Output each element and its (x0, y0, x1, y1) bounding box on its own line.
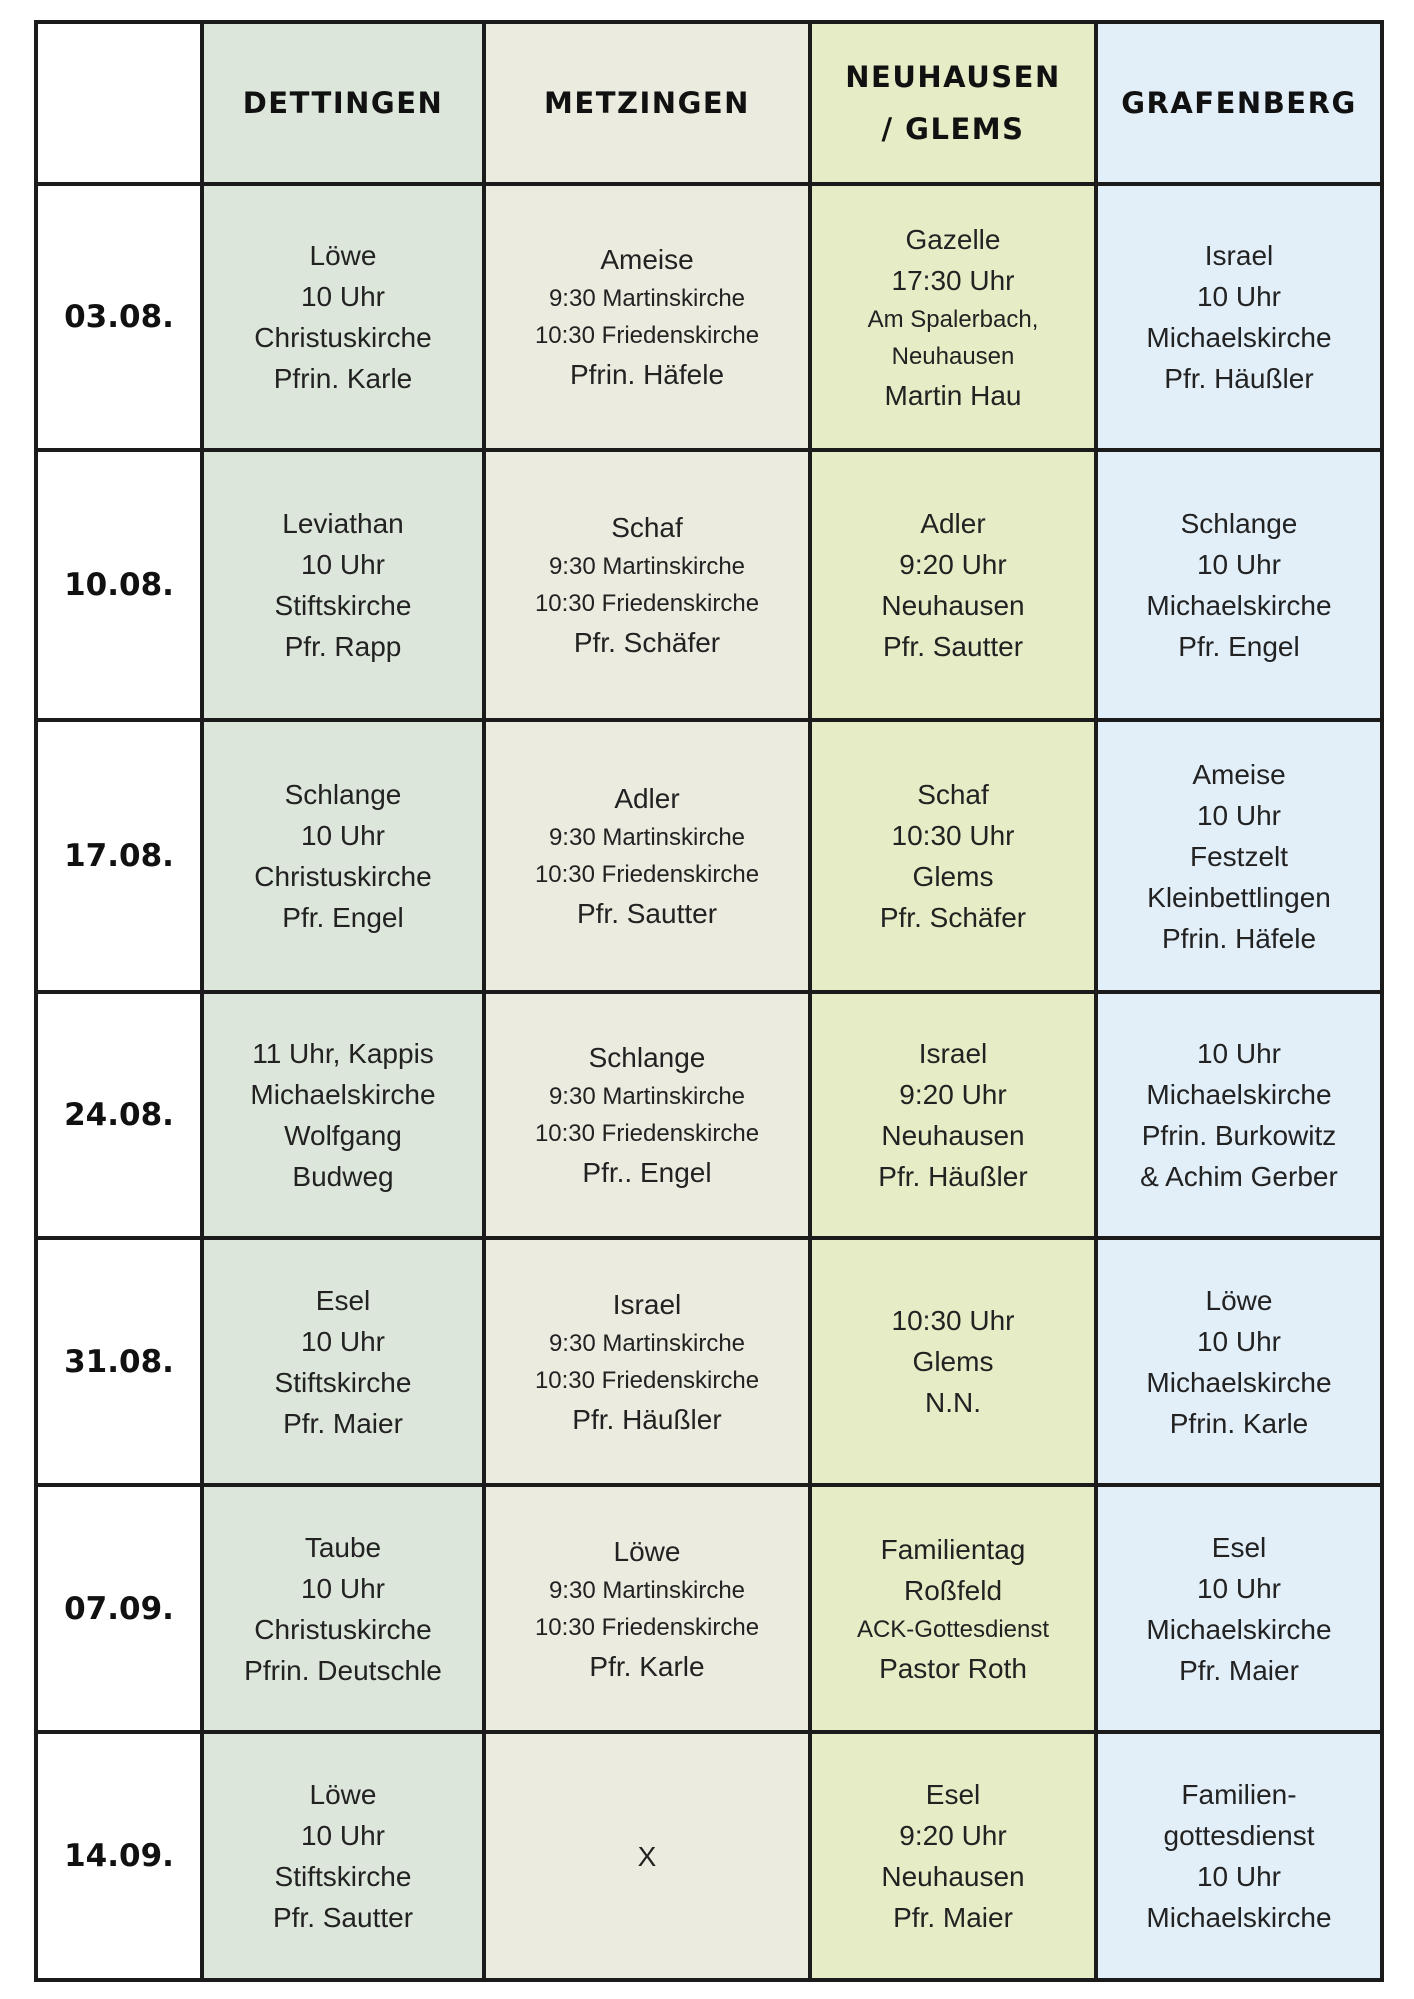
service-line: 10 Uhr (1196, 281, 1282, 312)
service-details (816, 219, 1090, 416)
service-line: 10:30 Uhr (891, 1305, 1015, 1336)
service-line: Israel (1204, 240, 1274, 271)
service-details (1102, 1280, 1376, 1444)
service-details (1102, 1774, 1376, 1938)
service-line: ACK-Gottesdienst (856, 1615, 1050, 1643)
service-line: 10 Uhr (300, 820, 386, 851)
service-line: N.N. (925, 1387, 981, 1418)
service-line: Pfr. Schäfer (573, 627, 721, 658)
service-line: Pfr. Maier (283, 1407, 403, 1439)
service-line: 10 Uhr (300, 1820, 386, 1851)
service-line: Löwe (1205, 1284, 1273, 1316)
neuhausen-service-cell (810, 184, 1096, 450)
service-line: Christuskirche (254, 1613, 432, 1645)
service-line: gottesdienst (1163, 1820, 1315, 1851)
service-line: Löwe (613, 1535, 681, 1567)
grafenberg-service-cell (1096, 992, 1382, 1238)
service-line: Taube (304, 1531, 382, 1563)
neuhausen-service-cell (810, 1238, 1096, 1485)
service-line: 9:30 Martinskirche (548, 824, 746, 851)
service-line: Pfr. Engel (282, 902, 404, 933)
service-details (208, 774, 478, 938)
neuhausen-service-cell (810, 1485, 1096, 1732)
metzingen-service-cell (484, 720, 810, 992)
service-details (208, 1280, 478, 1444)
service-line: Neuhausen (881, 590, 1025, 621)
service-line: 10 Uhr (1196, 1861, 1282, 1892)
service-line: Adler (920, 508, 986, 539)
service-line: 10 Uhr (300, 281, 386, 312)
service-line: 10:30 Friedenskirche (534, 1120, 760, 1147)
service-line: 9:30 Martinskirche (548, 1576, 746, 1604)
service-line: Pfr. Häußler (572, 1403, 722, 1435)
service-line: & Achim Gerber (1140, 1161, 1338, 1192)
table-row (36, 1485, 1382, 1732)
service-line: Familien- (1181, 1779, 1297, 1810)
dettingen-service-cell (202, 1485, 484, 1732)
service-line: Festzelt (1189, 840, 1289, 872)
dettingen-service-cell (202, 184, 484, 450)
metzingen-service-cell (484, 1238, 810, 1485)
grafenberg-service-cell (1096, 184, 1382, 450)
service-line: 10 Uhr (300, 549, 386, 580)
service-line: Esel (315, 1284, 371, 1316)
service-line: Martin Hau (884, 379, 1022, 411)
service-line: 11 Uhr, Kappis (252, 1038, 434, 1069)
service-line: Ameise (600, 244, 694, 275)
service-line: 10 Uhr (1196, 1038, 1282, 1069)
grafenberg-service-cell (1096, 720, 1382, 992)
service-details (816, 503, 1090, 667)
neuhausen-service-cell (810, 720, 1096, 992)
service-line: Pfrin. Burkowitz (1141, 1120, 1337, 1151)
header-date (36, 22, 202, 184)
service-details (1102, 754, 1376, 959)
service-line: Esel (925, 1779, 981, 1810)
service-line: Pfr. Sautter (272, 1902, 414, 1933)
service-line: Michaelskirche (1146, 1366, 1332, 1398)
service-line: Schlange (284, 779, 402, 810)
service-details (816, 1529, 1090, 1689)
table-row (36, 720, 1382, 992)
service-line: 9:30 Martinskirche (548, 285, 746, 312)
table-row (36, 992, 1382, 1238)
date-cell: 03.08. (36, 184, 202, 450)
service-line: Pfrin. Häfele (1161, 922, 1317, 954)
dettingen-service-cell (202, 1238, 484, 1485)
service-details (490, 507, 804, 663)
service-line: Michaelskirche (1146, 590, 1332, 621)
table-row (36, 184, 1382, 450)
service-schedule-table (34, 20, 1384, 1982)
service-line: Pfrin. Häfele (569, 359, 725, 390)
service-details (208, 1774, 478, 1938)
service-line: 9:30 Martinskirche (548, 1083, 746, 1110)
service-line: 10:30 Friedenskirche (534, 590, 760, 617)
header-row (36, 22, 1382, 184)
service-line: 9:30 Martinskirche (548, 1329, 746, 1357)
service-line: 10:30 Friedenskirche (534, 1366, 760, 1394)
service-line: 9:30 Martinskirche (548, 553, 746, 580)
service-line: Israel (612, 1288, 682, 1320)
metzingen-service-cell (484, 1485, 810, 1732)
service-line: Adler (614, 783, 680, 814)
service-details (490, 1836, 804, 1877)
metzingen-service-cell (484, 1732, 810, 1980)
header-neuhausen-line1: NEUHAUSEN (845, 60, 1061, 94)
service-line: 9:20 Uhr (899, 1820, 1007, 1851)
grafenberg-service-cell (1096, 1238, 1382, 1485)
grafenberg-service-cell (1096, 1485, 1382, 1732)
service-line: Michaelskirche (250, 1079, 436, 1110)
service-line: Löwe (309, 1779, 377, 1810)
service-line: Am Spalerbach, (867, 305, 1039, 333)
service-line: Michaelskirche (1146, 1613, 1332, 1645)
service-line: Pfr.. Engel (582, 1157, 712, 1188)
header-grafenberg: GRAFENBERG (1096, 22, 1382, 184)
service-line: Stiftskirche (274, 590, 412, 621)
service-line: Schlange (588, 1042, 706, 1073)
header-metzingen: METZINGEN (484, 22, 810, 184)
service-line: Neuhausen (881, 1120, 1025, 1151)
service-line: Pfr. Häußler (1164, 363, 1314, 394)
grafenberg-service-cell (1096, 1732, 1382, 1980)
service-line: 10:30 Uhr (891, 820, 1015, 851)
service-line: Pfr. Maier (1179, 1654, 1299, 1686)
service-line: Pfr. Maier (893, 1902, 1013, 1933)
service-details (1102, 503, 1376, 667)
service-details (208, 235, 478, 399)
service-line: Leviathan (282, 508, 404, 539)
service-line: Familientag (880, 1533, 1026, 1565)
service-line: Glems (912, 861, 994, 892)
service-line: Kleinbettlingen (1147, 881, 1331, 913)
service-details (816, 774, 1090, 938)
service-details (208, 1033, 478, 1197)
service-details (1102, 235, 1376, 399)
service-line: Israel (918, 1038, 988, 1069)
service-line: Stiftskirche (274, 1366, 412, 1398)
service-line: Pfr. Häußler (878, 1161, 1028, 1192)
metzingen-service-cell (484, 450, 810, 720)
service-line: X (637, 1840, 657, 1872)
service-line: Schaf (611, 512, 683, 543)
service-line: 10:30 Friedenskirche (534, 861, 760, 888)
service-line: Glems (912, 1346, 994, 1377)
service-line: 9:20 Uhr (899, 549, 1007, 580)
metzingen-service-cell (484, 992, 810, 1238)
table-row (36, 1238, 1382, 1485)
date-cell: 07.09. (36, 1485, 202, 1732)
service-details (490, 239, 804, 395)
date-cell: 17.08. (36, 720, 202, 992)
service-details (490, 1531, 804, 1687)
dettingen-service-cell (202, 720, 484, 992)
neuhausen-service-cell (810, 1732, 1096, 1980)
header-neuhausen-line2: / GLEMS (881, 112, 1025, 146)
service-line: Pfr. Sautter (576, 898, 718, 929)
service-line: Pfr. Schäfer (879, 902, 1027, 933)
service-line: Michaelskirche (1146, 1902, 1332, 1933)
service-details (490, 778, 804, 934)
service-line: Roßfeld (903, 1574, 1003, 1606)
dettingen-service-cell (202, 992, 484, 1238)
service-line: 9:20 Uhr (899, 1079, 1007, 1110)
service-line: Neuhausen (891, 342, 1015, 370)
service-line: Pfrin. Deutschle (244, 1654, 442, 1686)
service-line: Pfr. Sautter (882, 631, 1024, 662)
date-cell: 24.08. (36, 992, 202, 1238)
header-dettingen: DETTINGEN (202, 22, 484, 184)
service-line: Pastor Roth (879, 1652, 1027, 1684)
grafenberg-service-cell (1096, 450, 1382, 720)
dettingen-service-cell (202, 1732, 484, 1980)
service-details (1102, 1033, 1376, 1197)
service-details (816, 1300, 1090, 1423)
dettingen-service-cell (202, 450, 484, 720)
service-line: 10 Uhr (1196, 1325, 1282, 1357)
service-line: 10 Uhr (1196, 799, 1282, 831)
service-line: 10:30 Friedenskirche (534, 322, 760, 349)
service-details (816, 1033, 1090, 1197)
service-line: Pfr. Rapp (284, 631, 402, 662)
date-cell: 31.08. (36, 1238, 202, 1485)
header-neuhausen-glems (810, 22, 1096, 184)
service-line: Pfrin. Karle (273, 363, 413, 394)
neuhausen-service-cell (810, 992, 1096, 1238)
service-line: Ameise (1192, 758, 1286, 790)
service-line: Neuhausen (881, 1861, 1025, 1892)
service-details (490, 1284, 804, 1440)
service-line: Christuskirche (254, 861, 432, 892)
service-details (208, 1527, 478, 1691)
service-line: Michaelskirche (1146, 322, 1332, 353)
service-details (1102, 1527, 1376, 1691)
date-cell: 10.08. (36, 450, 202, 720)
service-line: Esel (1211, 1531, 1267, 1563)
table-row (36, 450, 1382, 720)
service-line: Budweg (292, 1161, 394, 1192)
service-line: 10:30 Friedenskirche (534, 1613, 760, 1641)
schedule-body (36, 184, 1382, 1980)
service-line: 10 Uhr (1196, 1572, 1282, 1604)
service-line: Pfr. Engel (1178, 631, 1300, 662)
service-line: Schaf (917, 779, 989, 810)
service-line: Pfr. Karle (589, 1650, 705, 1682)
service-line: 10 Uhr (300, 1325, 386, 1357)
service-line: 10 Uhr (1196, 549, 1282, 580)
service-line: Christuskirche (254, 322, 432, 353)
date-cell: 14.09. (36, 1732, 202, 1980)
table-row (36, 1732, 1382, 1980)
service-details (816, 1774, 1090, 1938)
service-line: Löwe (309, 240, 377, 271)
service-line: Pfrin. Karle (1169, 1407, 1309, 1439)
metzingen-service-cell (484, 184, 810, 450)
service-line: Michaelskirche (1146, 1079, 1332, 1110)
service-details (490, 1037, 804, 1193)
service-line: Stiftskirche (274, 1861, 412, 1892)
neuhausen-service-cell (810, 450, 1096, 720)
service-line: Gazelle (905, 223, 1001, 255)
service-line: Schlange (1180, 508, 1298, 539)
service-line: Wolfgang (284, 1120, 402, 1151)
service-details (208, 503, 478, 667)
service-line: 17:30 Uhr (891, 264, 1015, 296)
service-line: 10 Uhr (300, 1572, 386, 1604)
